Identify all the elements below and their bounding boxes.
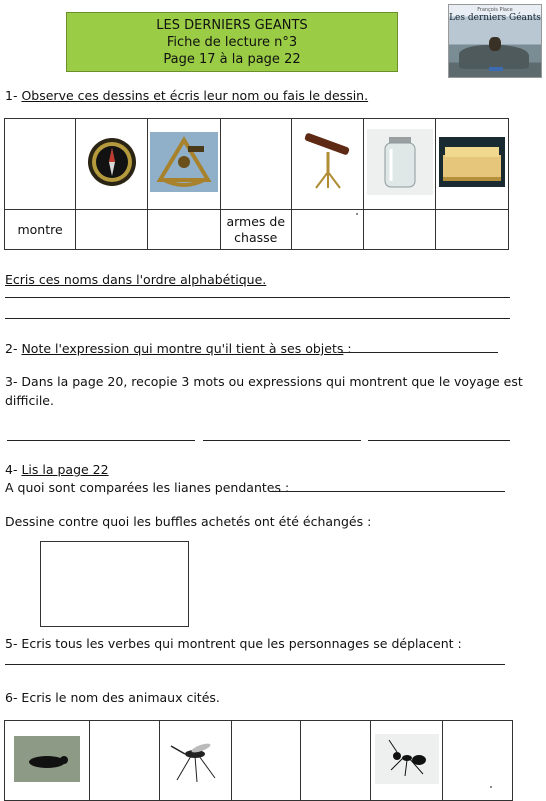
- q6-image-cell: [5, 721, 90, 801]
- title-line-3: Page 17 à la page 22: [163, 52, 301, 67]
- answer-line[interactable]: [203, 440, 361, 441]
- answer-line[interactable]: [5, 664, 505, 665]
- q6-image-cell: [231, 721, 300, 801]
- q4-heading: [5, 462, 109, 477]
- answer-line[interactable]: [5, 297, 510, 298]
- caterpillar-icon: [14, 736, 80, 782]
- q1-image-row: [5, 119, 509, 210]
- q3-text-line-1: 3- Dans la page 20, recopie 3 mots ou expressions qui montrent que le voyage est: [5, 374, 523, 389]
- worksheet-title-box: [66, 12, 398, 72]
- book-title: Les derniers Géants: [449, 13, 541, 23]
- q1-image-cell: [363, 119, 436, 210]
- figure-shape: [489, 37, 501, 51]
- q2-number: 2-: [5, 341, 18, 356]
- answer-cell[interactable]: [148, 210, 221, 250]
- answer-cell-montre[interactable]: montre: [5, 210, 76, 250]
- q1-image-cell: [220, 119, 291, 210]
- q6-text: 6- Ecris le nom des animaux cités.: [5, 690, 220, 705]
- q1-table: [4, 118, 509, 250]
- q2-text: [5, 341, 352, 356]
- answer-line[interactable]: [368, 440, 510, 441]
- q4-number: 4-: [5, 462, 18, 477]
- scan-speck: [356, 213, 358, 215]
- q1-image-cell: [76, 119, 148, 210]
- answer-cell[interactable]: [76, 210, 148, 250]
- q1-answer-row: [5, 210, 509, 250]
- answer-cell[interactable]: [291, 210, 363, 250]
- alpha-instruction: Ecris ces noms dans l'ordre alphabétique.: [5, 272, 267, 287]
- q6-image-cell: [90, 721, 159, 801]
- chest-icon: [439, 137, 505, 187]
- publisher-strip: [489, 67, 503, 71]
- q6-image-cell: [443, 721, 513, 801]
- q6-image-cell: [301, 721, 370, 801]
- q6-image-cell: [159, 721, 231, 801]
- q1-number: 1-: [5, 88, 18, 103]
- answer-cell[interactable]: [436, 210, 509, 250]
- q6-table: [4, 720, 513, 801]
- book-cover-image: [448, 4, 542, 78]
- q4-draw-instruction: Dessine contre quoi les buffles achetés ont été échangés :: [5, 514, 372, 529]
- q1-heading: [5, 88, 368, 103]
- q1-image-cell: [5, 119, 76, 210]
- jar-icon: [367, 129, 433, 195]
- q1-instruction: Observe ces dessins et écris leur nom ou fais le dessin.: [21, 88, 369, 103]
- q3-text-line-2: difficile.: [5, 393, 54, 408]
- sextant-icon: [150, 132, 218, 192]
- scan-speck: [490, 786, 492, 788]
- q2-colon: :: [347, 341, 352, 356]
- title-line-1: LES DERNIERS GEANTS: [156, 18, 308, 33]
- q6-image-row: [5, 721, 513, 801]
- answer-line[interactable]: [341, 352, 498, 353]
- q5-text: 5- Ecris tous les verbes qui montrent que les personnages se déplacent :: [5, 636, 462, 651]
- q4-question: A quoi sont comparées les lianes pendantes :: [5, 480, 290, 495]
- drawing-box[interactable]: [40, 541, 189, 627]
- answer-line[interactable]: [7, 440, 195, 441]
- mosquito-icon: [165, 734, 225, 784]
- q1-image-cell: [291, 119, 363, 210]
- compass-icon: [84, 134, 140, 190]
- q4-heading-text: Lis la page 22: [21, 462, 109, 477]
- answer-line[interactable]: [270, 491, 505, 492]
- ant-icon: [375, 734, 439, 784]
- answer-cell-armes[interactable]: armes de chasse: [220, 210, 291, 250]
- book-author: François Place: [477, 7, 513, 13]
- q2-instruction: Note l'expression qui montre qu'il tient à ses objets: [21, 341, 344, 356]
- q1-image-cell: [148, 119, 221, 210]
- answer-cell[interactable]: [363, 210, 436, 250]
- answer-line[interactable]: [5, 318, 510, 319]
- telescope-icon: [298, 132, 356, 192]
- title-line-2: Fiche de lecture n°3: [166, 35, 298, 50]
- q1-image-cell: [436, 119, 509, 210]
- q6-image-cell: [370, 721, 443, 801]
